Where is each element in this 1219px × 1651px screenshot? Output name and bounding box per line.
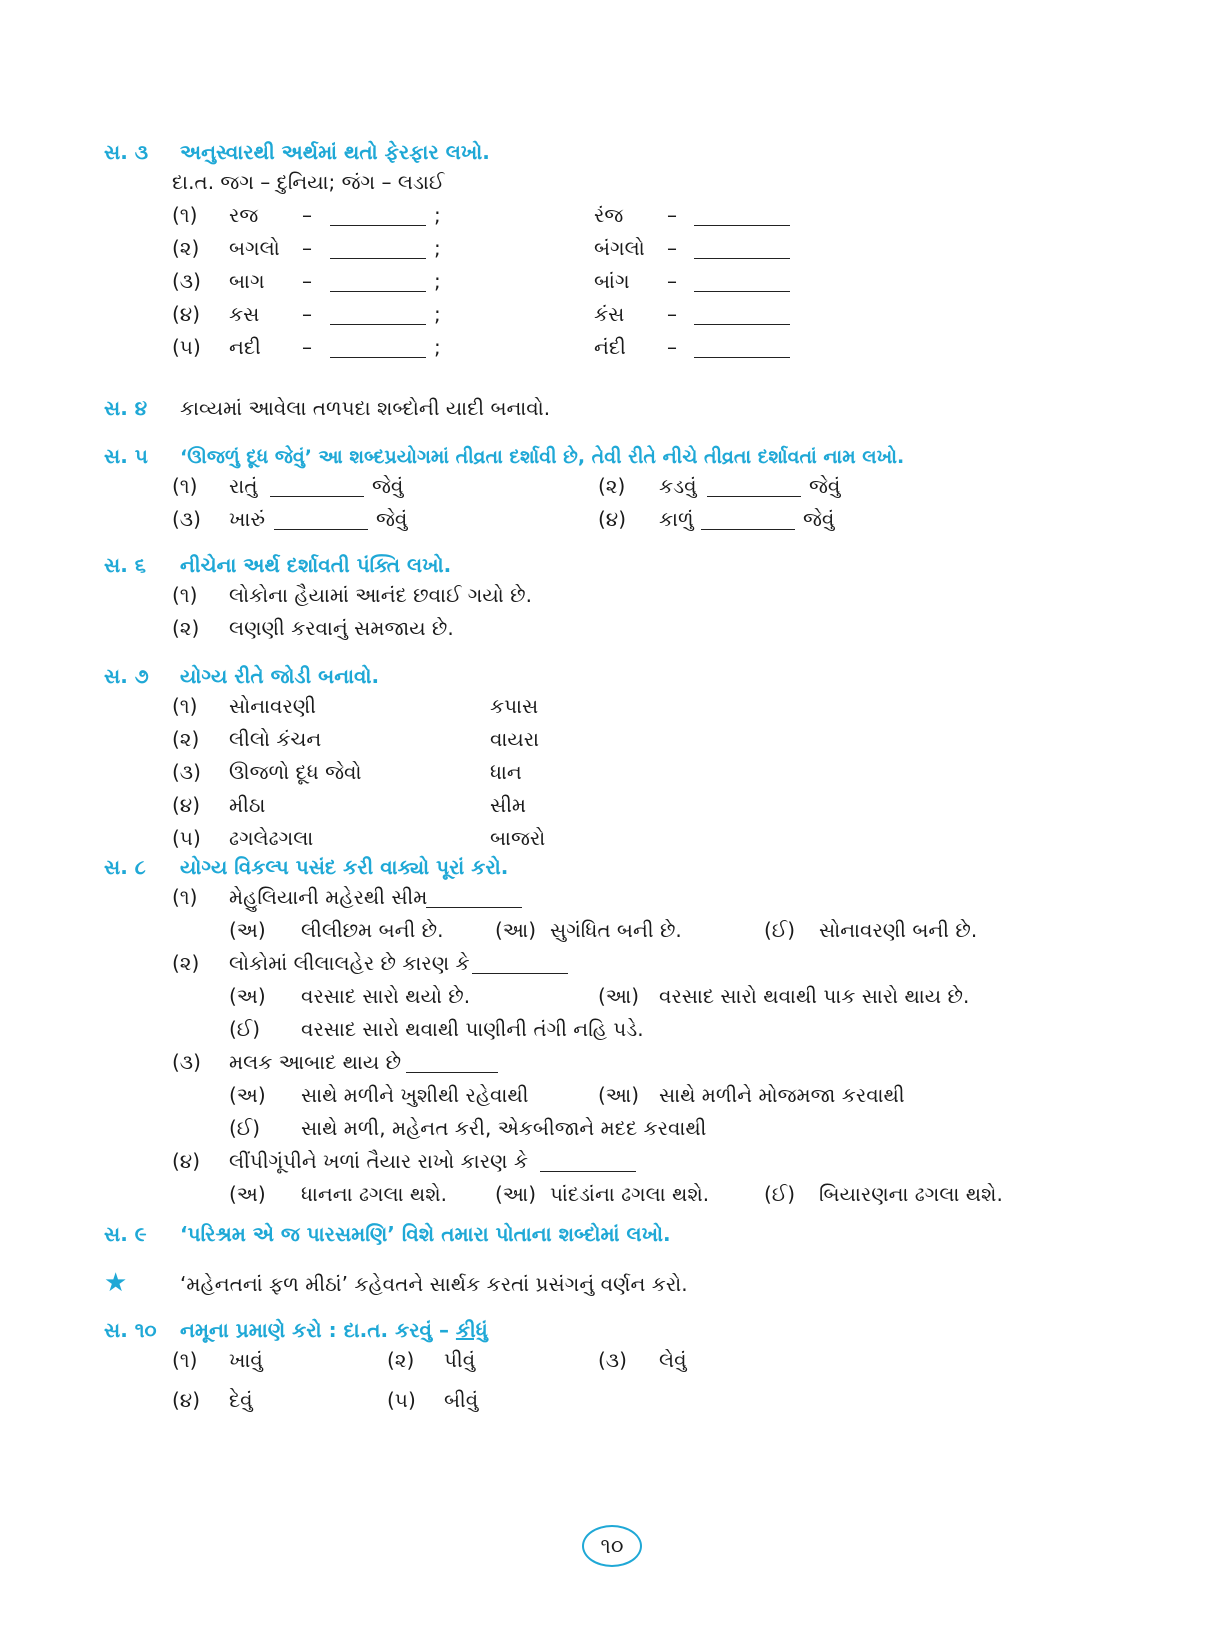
item-number: (૧) xyxy=(172,885,198,909)
word-anusvar: રંજ xyxy=(594,203,624,227)
question-title: કાવ્યમાં આવેલા તળપદા શબ્દોની યાદી બનાવો. xyxy=(180,396,551,420)
answer-blank[interactable] xyxy=(694,240,790,259)
question-number: સ. ૬ xyxy=(104,553,146,577)
question-7 xyxy=(104,664,1164,859)
options-row xyxy=(104,984,1164,1017)
item-number: (૫) xyxy=(387,1388,416,1412)
answer-blank[interactable] xyxy=(330,240,426,259)
dash: – xyxy=(302,203,312,227)
answer-blank[interactable] xyxy=(406,1054,498,1073)
match-right: કપાસ xyxy=(490,694,539,718)
answer-blank[interactable] xyxy=(472,955,568,974)
question-number: સ. ૪ xyxy=(104,396,148,420)
item-number: (૧) xyxy=(172,203,198,227)
question-number: સ. ૮ xyxy=(104,855,146,879)
option-label: (અ) xyxy=(229,1083,266,1107)
match-row xyxy=(104,760,1164,793)
dash: – xyxy=(302,335,312,359)
answer-blank[interactable] xyxy=(274,511,368,530)
item-text: લોકોના હૈયામાં આનંદ છવાઈ ગયો છે. xyxy=(229,583,532,607)
list-item xyxy=(104,1348,1164,1388)
suffix: જેવું xyxy=(376,507,408,531)
item-text: મેહુલિયાની મહેરથી સીમ xyxy=(229,885,428,909)
word: બીવું xyxy=(444,1388,479,1412)
word: કસ xyxy=(229,302,260,326)
question-8 xyxy=(104,855,1164,1215)
dash: – xyxy=(667,269,677,293)
question-9 xyxy=(104,1222,1164,1252)
option-a[interactable]: સાથે મળીને ખુશીથી રહેવાથી xyxy=(301,1083,529,1107)
question-number: સ. ૯ xyxy=(104,1222,147,1246)
suffix: જેવું xyxy=(809,474,841,498)
semicolon: ; xyxy=(434,335,441,359)
item-number: (૨) xyxy=(172,236,200,260)
option-label: (આ) xyxy=(598,1083,640,1107)
word: પીવું xyxy=(444,1348,476,1372)
dash: – xyxy=(667,302,677,326)
list-item xyxy=(104,302,1164,335)
list-item xyxy=(104,1149,1164,1182)
option-label: (અ) xyxy=(229,1182,266,1206)
item-number: (૧) xyxy=(172,1348,198,1372)
word: રજ xyxy=(229,203,259,227)
star-icon: ★ xyxy=(104,1268,128,1298)
list-item xyxy=(104,616,1164,649)
list-item xyxy=(104,583,1164,616)
option-a[interactable]: ધાનના ઢગલા થશે. xyxy=(301,1182,447,1206)
match-left: સોનાવરણી xyxy=(229,694,316,718)
dash: – xyxy=(302,236,312,260)
word: લેવું xyxy=(659,1348,687,1372)
option-b[interactable]: વરસાદ સારો થવાથી પાક સારો થાય છે. xyxy=(659,984,970,1008)
option-label: (આ) xyxy=(495,1182,537,1206)
word: રાતું xyxy=(229,474,258,498)
option-a[interactable]: વરસાદ સારો થયો છે. xyxy=(301,984,471,1008)
question-title: ‘પરિશ્રમ એ જ પારસમણિ’ વિશે તમારા પોતાના શબ્દોમાં લખો. xyxy=(180,1222,671,1246)
semicolon: ; xyxy=(434,269,441,293)
dash: – xyxy=(302,269,312,293)
suffix: જેવું xyxy=(372,474,404,498)
item-number: (૪) xyxy=(172,302,201,326)
question-10 xyxy=(104,1318,1164,1421)
answer-blank[interactable] xyxy=(694,273,790,292)
word-anusvar: બાંગ xyxy=(594,269,630,293)
item-text: લોકોમાં લીલાલહેર છે કારણ કે xyxy=(229,951,470,975)
answer-blank[interactable] xyxy=(694,207,790,226)
item-number: (૪) xyxy=(172,1388,201,1412)
answer-blank[interactable] xyxy=(701,511,795,530)
question-title: ‘ઊજળું દૂધ જેવું’ આ શબ્દપ્રયોગમાં તીવ્રતા દર્શાવી છે, તેવી રીતે નીચે તીવ્રતા દર્શાવતાં નામ લખો. xyxy=(180,446,905,468)
title-text: નમૂના પ્રમાણે કરો : દા.ત. કરવું – xyxy=(180,1318,449,1342)
semicolon: ; xyxy=(434,302,441,326)
item-number: (૪) xyxy=(172,1149,201,1173)
word: બાગ xyxy=(229,269,265,293)
list-item xyxy=(104,507,1164,540)
item-number: (૨) xyxy=(172,727,200,751)
item-number: (૫) xyxy=(172,826,201,850)
answer-blank[interactable] xyxy=(330,339,426,358)
semicolon: ; xyxy=(434,203,441,227)
word: દેવું xyxy=(229,1388,253,1412)
option-b[interactable]: સાથે મળીને મોજમજા કરવાથી xyxy=(659,1083,905,1107)
match-row xyxy=(104,694,1164,727)
list-item xyxy=(104,474,1164,507)
answer-blank[interactable] xyxy=(330,273,426,292)
option-b[interactable]: પાંદડાંના ઢગલા થશે. xyxy=(550,1182,710,1206)
word: બગલો xyxy=(229,236,280,260)
option-label: (અ) xyxy=(229,918,266,942)
question-title: નીચેના અર્થ દર્શાવતી પંક્તિ લખો. xyxy=(180,553,452,577)
match-right: વાયરા xyxy=(490,727,539,751)
dash: – xyxy=(667,236,677,260)
word: ખારું xyxy=(229,507,265,531)
option-c[interactable]: સોનાવરણી બની છે. xyxy=(819,918,978,942)
match-right: ધાન xyxy=(490,760,522,784)
item-text: મલક આબાદ થાય છે xyxy=(229,1050,402,1074)
item-number: (૪) xyxy=(172,793,201,817)
answer-blank[interactable] xyxy=(330,207,426,226)
semicolon: ; xyxy=(434,236,441,260)
option-a[interactable]: લીલીછમ બની છે. xyxy=(301,918,444,942)
option-c[interactable]: બિયારણના ઢગલા થશે. xyxy=(819,1182,1003,1206)
match-row xyxy=(104,727,1164,760)
item-number: (૨) xyxy=(172,616,200,640)
list-item xyxy=(104,203,1164,236)
word-anusvar: નંદી xyxy=(594,335,626,359)
option-label: (આ) xyxy=(495,918,537,942)
option-c[interactable]: વરસાદ સારો થવાથી પાણીની તંગી નહિ પડે. xyxy=(301,1017,644,1041)
question-number: સ. ૧૦ xyxy=(104,1318,157,1342)
question-6 xyxy=(104,553,1164,649)
option-label: (અ) xyxy=(229,984,266,1008)
example-line xyxy=(172,170,1164,203)
question-number: સ. ૫ xyxy=(104,444,148,468)
list-item xyxy=(104,236,1164,269)
option-label: (ઈ) xyxy=(229,1017,261,1041)
question-4 xyxy=(104,396,1164,426)
match-right: સીમ xyxy=(490,793,527,817)
match-right: બાજરો xyxy=(490,826,546,850)
word: કડવું xyxy=(659,474,697,498)
word: ખાવું xyxy=(229,1348,263,1372)
item-number: (૫) xyxy=(172,335,201,359)
options-row xyxy=(104,1116,1164,1149)
options-row xyxy=(104,1083,1164,1116)
option-c[interactable]: સાથે મળી, મહેનત કરી, એકબીજાને મદદ કરવાથી xyxy=(301,1116,707,1140)
word-anusvar: કંસ xyxy=(594,302,625,326)
word: કાળું xyxy=(659,507,694,531)
question-number: સ. ૭ xyxy=(104,664,149,688)
option-label: (આ) xyxy=(598,984,640,1008)
answer-blank[interactable] xyxy=(694,306,790,325)
match-left: ઢગલેઢગલા xyxy=(229,826,314,850)
match-left: ઊજળો દૂધ જેવો xyxy=(229,760,362,784)
dash: – xyxy=(667,335,677,359)
question-3 xyxy=(104,140,1164,368)
page-number-text: ૧૦ xyxy=(600,1533,624,1558)
dash: – xyxy=(302,302,312,326)
example-text: દા.ત. જગ – દુનિયા; જંગ – લડાઈ xyxy=(172,170,445,194)
item-number: (૩) xyxy=(172,269,201,293)
answer-blank[interactable] xyxy=(270,478,364,497)
answer-blank[interactable] xyxy=(330,306,426,325)
page-number xyxy=(582,1525,642,1567)
option-b[interactable]: સુગંધિત બની છે. xyxy=(550,918,682,942)
answer-blank[interactable] xyxy=(426,889,522,908)
list-item xyxy=(104,335,1164,368)
question-number: સ. ૩ xyxy=(104,140,149,164)
question-title xyxy=(180,1318,488,1342)
match-row xyxy=(104,793,1164,826)
question-title: યોગ્ય વિકલ્પ પસંદ કરી વાક્યો પૂરાં કરો. xyxy=(180,855,509,879)
list-item xyxy=(104,269,1164,302)
answer-blank[interactable] xyxy=(694,339,790,358)
item-number: (૪) xyxy=(598,507,627,531)
example-answer: કીધું xyxy=(455,1318,488,1342)
question-title: યોગ્ય રીતે જોડી બનાવો. xyxy=(180,664,380,688)
option-label: (ઈ) xyxy=(764,918,796,942)
item-number: (૧) xyxy=(172,474,198,498)
option-label: (ઈ) xyxy=(764,1182,796,1206)
item-number: (૩) xyxy=(172,760,201,784)
extra-question xyxy=(104,1268,1164,1298)
options-row xyxy=(104,1017,1164,1050)
list-item xyxy=(104,1388,1164,1421)
suffix: જેવું xyxy=(803,507,835,531)
options-row xyxy=(104,918,1164,951)
word: નદી xyxy=(229,335,261,359)
option-label: (ઈ) xyxy=(229,1116,261,1140)
item-number: (૩) xyxy=(172,1050,201,1074)
options-row xyxy=(104,1182,1164,1215)
word-anusvar: બંગલો xyxy=(594,236,645,260)
item-number: (૨) xyxy=(172,951,200,975)
question-5 xyxy=(104,444,1164,540)
item-number: (૩) xyxy=(598,1348,627,1372)
item-text: લીંપીગૂંપીને ખળાં તૈયાર રાખો કારણ કે xyxy=(229,1149,528,1173)
list-item xyxy=(104,885,1164,918)
answer-blank[interactable] xyxy=(540,1153,636,1172)
match-left: લીલો કંચન xyxy=(229,727,322,751)
item-number: (૨) xyxy=(598,474,626,498)
question-title: અનુસ્વારથી અર્થમાં થતો ફેરફાર લખો. xyxy=(180,140,490,164)
item-number: (૧) xyxy=(172,583,198,607)
answer-blank[interactable] xyxy=(707,478,801,497)
list-item xyxy=(104,1050,1164,1083)
list-item xyxy=(104,951,1164,984)
match-left: મીઠા xyxy=(229,793,266,817)
item-number: (૩) xyxy=(172,507,201,531)
item-number: (૧) xyxy=(172,694,198,718)
question-title: ‘મહેનતનાં ફળ મીઠાં’ કહેવતને સાર્થક કરતાં પ્રસંગનું વર્ણન કરો. xyxy=(180,1272,688,1296)
item-text: લણણી કરવાનું સમજાય છે. xyxy=(229,616,454,640)
item-number: (૨) xyxy=(387,1348,415,1372)
dash: – xyxy=(667,203,677,227)
